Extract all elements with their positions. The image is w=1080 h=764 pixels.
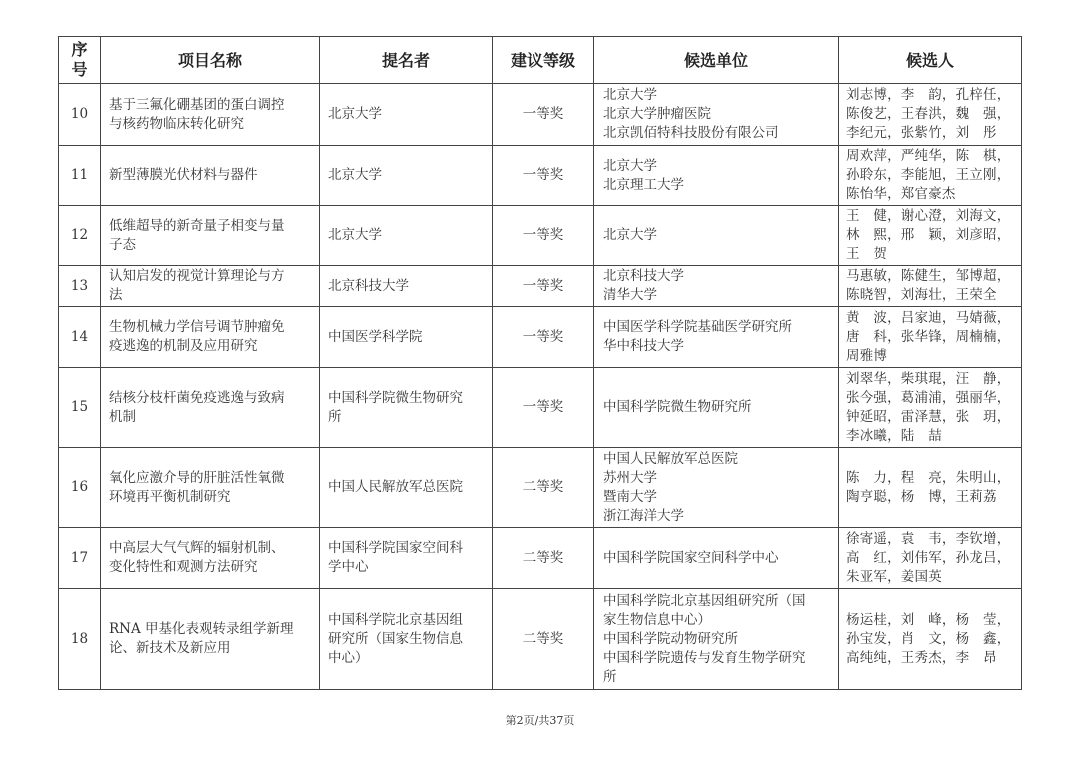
table-row bbox=[59, 368, 1022, 448]
cell-people: 马惠敏，陈健生，邹博超， 陈晓智，刘海壮，王荣全 bbox=[839, 266, 1022, 307]
table-row bbox=[59, 448, 1022, 528]
header-nominator: 提名者 bbox=[320, 37, 493, 84]
cell-grade: 一等奖 bbox=[493, 368, 594, 448]
table-row bbox=[59, 84, 1022, 146]
cell-project-name: 认知启发的视觉计算理论与方 法 bbox=[101, 266, 320, 307]
table-row bbox=[59, 146, 1022, 206]
cell-grade: 一等奖 bbox=[493, 266, 594, 307]
cell-grade: 二等奖 bbox=[493, 448, 594, 528]
cell-grade: 一等奖 bbox=[493, 206, 594, 266]
cell-grade: 一等奖 bbox=[493, 146, 594, 206]
cell-units: 北京大学 bbox=[594, 206, 839, 266]
table-row bbox=[59, 528, 1022, 589]
cell-grade: 一等奖 bbox=[493, 307, 594, 368]
cell-seq: 16 bbox=[59, 448, 101, 528]
cell-seq: 18 bbox=[59, 589, 101, 690]
table-body bbox=[59, 84, 1022, 690]
cell-units: 北京科技大学 清华大学 bbox=[594, 266, 839, 307]
cell-people: 刘翠华，柴琪琨，汪 静， 张今强，葛浦浦，强丽华， 钟延昭，雷泽慧，张 玥， 李冰曦，陆 喆 bbox=[839, 368, 1022, 448]
table-header-row bbox=[59, 37, 1022, 84]
cell-people: 周欢萍，严纯华，陈 棋， 孙聆东，李能旭，王立刚， 陈怡华，郑官豪杰 bbox=[839, 146, 1022, 206]
cell-people: 徐寄遥，袁 韦，李钦增， 高 红，刘伟军，孙龙吕， 朱亚军，姜国英 bbox=[839, 528, 1022, 589]
header-seq: 序 号 bbox=[59, 37, 101, 84]
header-units: 候选单位 bbox=[594, 37, 839, 84]
cell-people: 黄 波，吕家迪，马婧薇， 唐 科，张华锋，周楠楠， 周雅博 bbox=[839, 307, 1022, 368]
cell-seq: 11 bbox=[59, 146, 101, 206]
cell-units: 中国科学院国家空间科学中心 bbox=[594, 528, 839, 589]
table-row bbox=[59, 307, 1022, 368]
cell-units: 中国科学院微生物研究所 bbox=[594, 368, 839, 448]
cell-units: 北京大学 北京大学肿瘤医院 北京凯佰特科技股份有限公司 bbox=[594, 84, 839, 146]
award-table bbox=[58, 36, 1022, 690]
cell-units: 中国人民解放军总医院 苏州大学 暨南大学 浙江海洋大学 bbox=[594, 448, 839, 528]
cell-nominator: 北京大学 bbox=[320, 84, 493, 146]
header-people: 候选人 bbox=[839, 37, 1022, 84]
cell-seq: 12 bbox=[59, 206, 101, 266]
cell-seq: 17 bbox=[59, 528, 101, 589]
cell-seq: 15 bbox=[59, 368, 101, 448]
cell-nominator: 北京科技大学 bbox=[320, 266, 493, 307]
cell-units: 中国医学科学院基础医学研究所 华中科技大学 bbox=[594, 307, 839, 368]
cell-people: 王 健，谢心澄，刘海文， 林 熙，邢 颖，刘彦昭， 王 贺 bbox=[839, 206, 1022, 266]
cell-people: 刘志博，李 韵，孔梓任， 陈俊艺，王春洪，魏 强， 李纪元，张紫竹，刘 彤 bbox=[839, 84, 1022, 146]
cell-nominator: 中国科学院国家空间科 学中心 bbox=[320, 528, 493, 589]
cell-project-name: 新型薄膜光伏材料与器件 bbox=[101, 146, 320, 206]
cell-project-name: 氧化应激介导的肝脏活性氧微 环境再平衡机制研究 bbox=[101, 448, 320, 528]
cell-people: 杨运桂，刘 峰，杨 莹， 孙宝发，肖 文，杨 鑫， 高纯纯，王秀杰，李 昂 bbox=[839, 589, 1022, 690]
cell-nominator: 中国人民解放军总医院 bbox=[320, 448, 493, 528]
cell-seq: 14 bbox=[59, 307, 101, 368]
cell-nominator: 北京大学 bbox=[320, 206, 493, 266]
header-project: 项目名称 bbox=[101, 37, 320, 84]
cell-project-name: 中高层大气气辉的辐射机制、 变化特性和观测方法研究 bbox=[101, 528, 320, 589]
table-row bbox=[59, 589, 1022, 690]
cell-seq: 10 bbox=[59, 84, 101, 146]
cell-units: 北京大学 北京理工大学 bbox=[594, 146, 839, 206]
cell-nominator: 中国科学院微生物研究 所 bbox=[320, 368, 493, 448]
cell-seq: 13 bbox=[59, 266, 101, 307]
cell-nominator: 中国科学院北京基因组 研究所（国家生物信息 中心） bbox=[320, 589, 493, 690]
cell-project-name: 基于三氟化硼基团的蛋白调控 与核药物临床转化研究 bbox=[101, 84, 320, 146]
cell-people: 陈 力，程 亮，朱明山， 陶亨聪，杨 博，王莉荔 bbox=[839, 448, 1022, 528]
header-grade: 建议等级 bbox=[493, 37, 594, 84]
cell-nominator: 北京大学 bbox=[320, 146, 493, 206]
cell-grade: 二等奖 bbox=[493, 589, 594, 690]
table-row bbox=[59, 206, 1022, 266]
cell-units: 中国科学院北京基因组研究所（国 家生物信息中心） 中国科学院动物研究所 中国科学院遗传与发育生物学研究 所 bbox=[594, 589, 839, 690]
cell-grade: 一等奖 bbox=[493, 84, 594, 146]
cell-project-name: RNA 甲基化表观转录组学新理 论、新技术及新应用 bbox=[101, 589, 320, 690]
cell-project-name: 结核分枝杆菌免疫逃逸与致病 机制 bbox=[101, 368, 320, 448]
cell-project-name: 生物机械力学信号调节肿瘤免 疫逃逸的机制及应用研究 bbox=[101, 307, 320, 368]
page-footer: 第2页/共37页 bbox=[505, 714, 575, 727]
cell-project-name: 低维超导的新奇量子相变与量 子态 bbox=[101, 206, 320, 266]
cell-grade: 二等奖 bbox=[493, 528, 594, 589]
table-row bbox=[59, 266, 1022, 307]
cell-nominator: 中国医学科学院 bbox=[320, 307, 493, 368]
